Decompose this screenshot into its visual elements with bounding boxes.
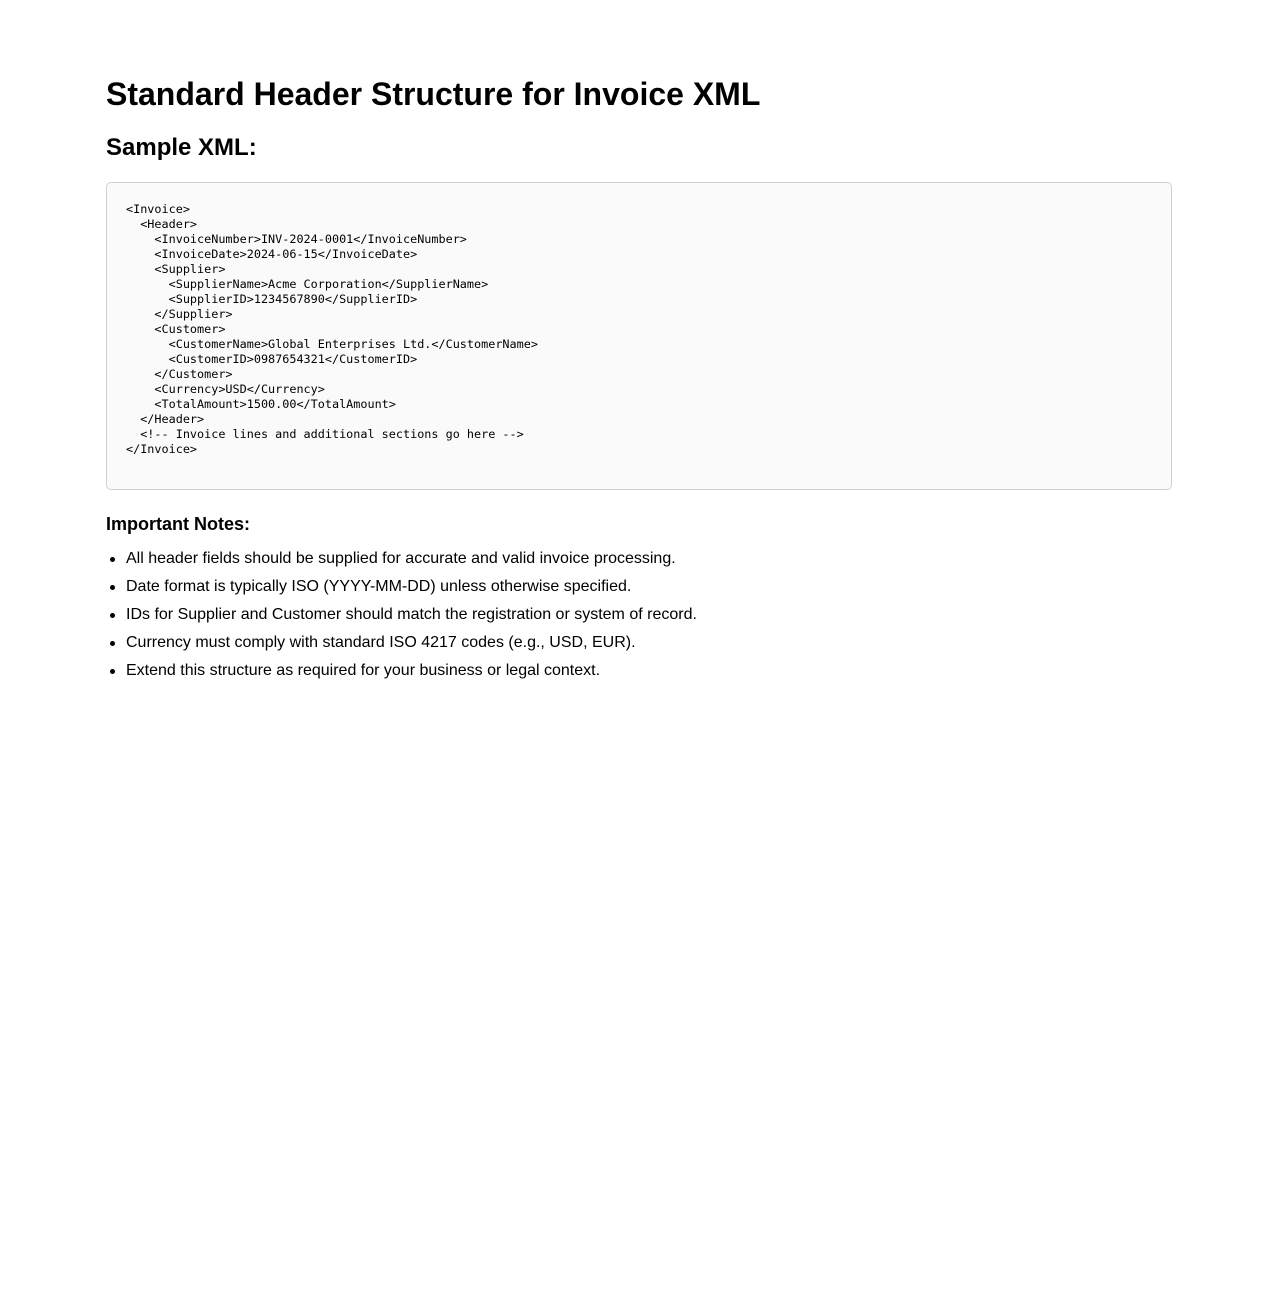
- page-title: Standard Header Structure for Invoice XML: [106, 76, 761, 112]
- list-item: [126, 573, 697, 601]
- notes-list: [106, 545, 697, 685]
- bullet-icon: [110, 641, 115, 646]
- xml-code-block: [106, 182, 1172, 490]
- note-text: Date format is typically ISO (YYYY-MM-DD) unless otherwise specified.: [126, 578, 632, 595]
- bullet-icon: [110, 669, 115, 674]
- bullet-icon: [110, 585, 115, 590]
- sample-xml-heading: Sample XML:: [106, 134, 257, 161]
- bullet-icon: [110, 613, 115, 618]
- list-item: [126, 601, 697, 629]
- note-text: All header fields should be supplied for accurate and valid invoice processing.: [126, 550, 676, 567]
- list-item: [126, 657, 697, 685]
- note-text: Currency must comply with standard ISO 4217 codes (e.g., USD, EUR).: [126, 634, 636, 651]
- notes-heading: Important Notes:: [106, 514, 250, 534]
- note-text: IDs for Supplier and Customer should match the registration or system of record.: [126, 606, 697, 623]
- xml-code: <Invoice> <Header> <InvoiceNumber>INV-2024-0001</InvoiceNumber> <InvoiceDate>2024-06-15</InvoiceDate> <Supplier> <SupplierName>Acme Corporation</SupplierName> <SupplierID>1234567890</SupplierID> </Supplier> <Customer> <CustomerName>Global Enterprises Ltd.</CustomerName> <CustomerID>0987654321</CustomerID> </Customer> <Currency>USD</Currency> <TotalAmount>1500.00</TotalAmount> </Header> <!-- Invoice lines and additional sections go here --> </Invoice>: [126, 202, 538, 456]
- note-text: Extend this structure as required for your business or legal context.: [126, 662, 601, 679]
- list-item: [126, 629, 697, 657]
- list-item: [126, 545, 697, 573]
- bullet-icon: [110, 557, 115, 562]
